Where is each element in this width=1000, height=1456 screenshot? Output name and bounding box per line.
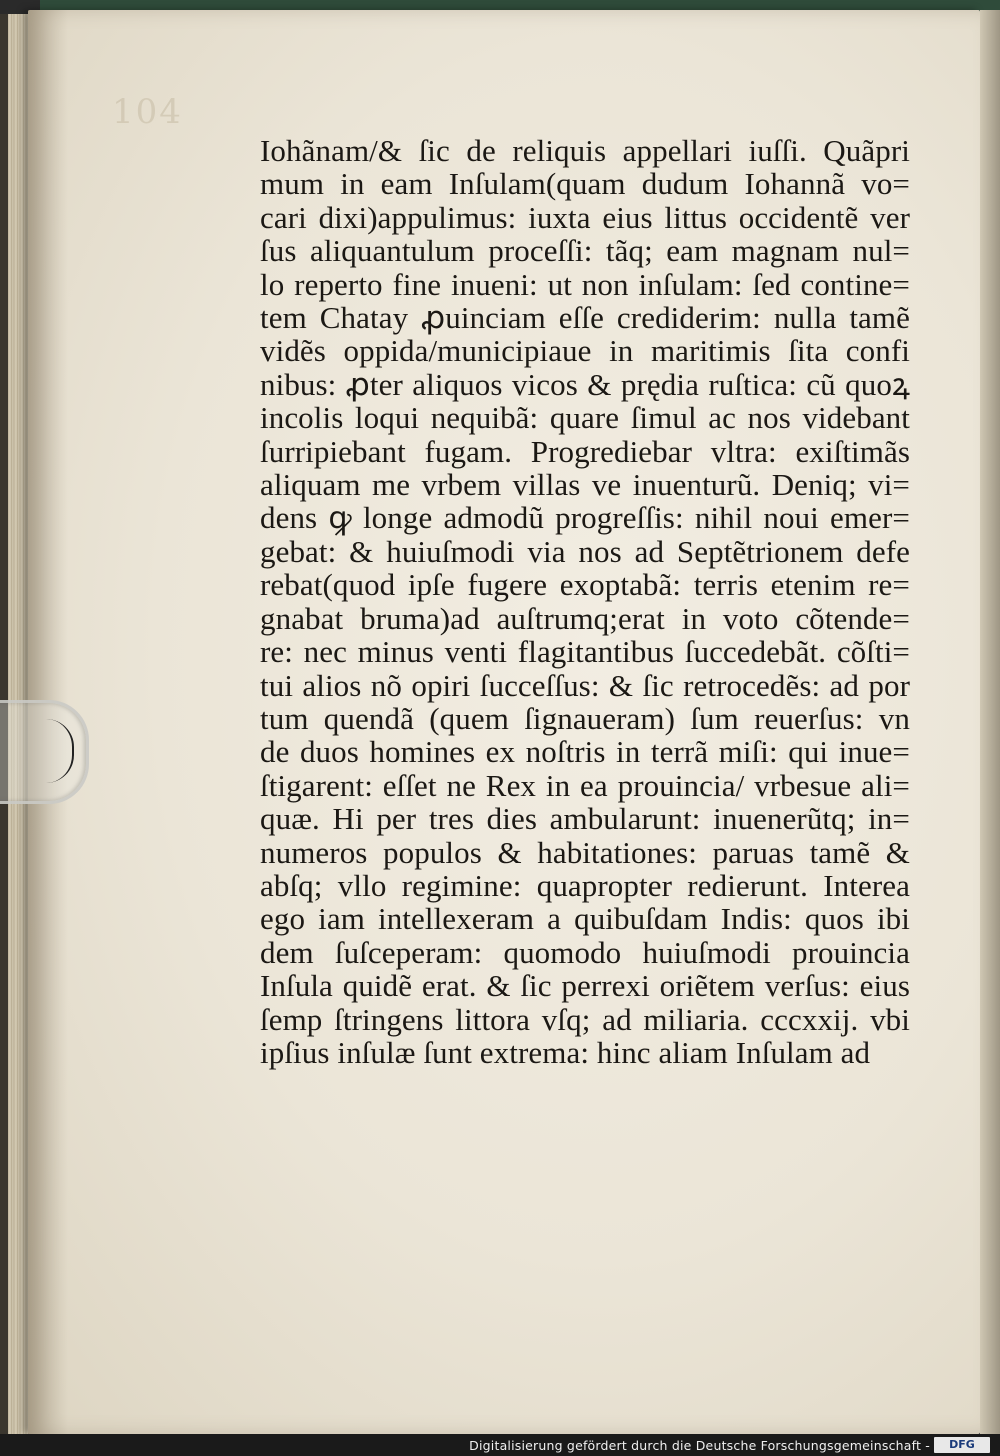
text-line-22: numeros populos & habitationes: paruas tamẽ & [260, 834, 910, 870]
text-line-12: dens ꝙ longe admodũ progreſſis: nihil noui emer= [260, 500, 910, 536]
footer-credit: Digitalisierung gefördert durch die Deutsche Forschungsgemeinschaft - [469, 1438, 930, 1453]
text-line-16: re: nec minus venti flagitantibus ſuccedebãt. cõſti= [260, 634, 910, 670]
text-line-10: ſurripiebant fugam. Progrediebar vltra: exiſtimãs [260, 433, 910, 469]
page-clip [0, 700, 89, 804]
text-line-6: tem Chatay ꝓuinciam eſſe crediderim: nulla tamẽ [260, 300, 910, 336]
text-line-15: gnabat bruma)ad auſtrumq;erat in voto cõtende= [260, 600, 910, 636]
text-line-2: mum in eam Inſulam(quam dudum Iohannã vo= [260, 166, 910, 202]
text-line-28: ipſius inſulæ ſunt extrema: hinc aliam Inſulam ad [260, 1034, 871, 1070]
text-line-11: aliquam me vrbem villas ve inuenturũ. Deniq; vi= [260, 467, 910, 503]
text-block [260, 134, 910, 1069]
text-line-26: Inſula quidẽ erat. & ſic perrexi oriẽtem verſus: eius [260, 968, 910, 1004]
text-line-9: incolis loqui nequibã: quare ſimul ac nos videbant [260, 400, 910, 436]
page-right-edge [980, 10, 1000, 1434]
text-line-14: rebat(quod ipſe fugere exoptabã: terris etenim re= [260, 567, 910, 603]
text-line-17: tui alios nõ opiri ſucceſſus: & ſic retrocedẽs: ad por [260, 667, 910, 703]
text-line-13: gebat: & huiuſmodi via nos ad Septẽtrionem defe [260, 533, 910, 569]
footer-banner [0, 1434, 1000, 1456]
dfg-logo-icon: DFG [934, 1437, 990, 1453]
text-line-23: abſq; vllo regimine: quapropter redierunt. Interea [260, 867, 910, 903]
text-line-5: lo reperto fine inueni: ut non inſulam: ſed contine= [260, 266, 910, 302]
text-line-20: ſtigarent: eſſet ne Rex in ea prouincia/ vrbesue ali= [260, 767, 910, 803]
text-line-27: ſemp ſtringens littora vſq; ad miliaria. cccxxij. vbi [260, 1001, 910, 1037]
text-line-25: dem ſuſceperam: quomodo huiuſmodi prouincia [260, 934, 910, 970]
text-line-7: vidẽs oppida/municipiaue in maritimis ſita confi [260, 333, 910, 369]
text-line-8: nibus: ꝓter aliquos vicos & prędia ruſtica: cũ quoꝝ [260, 366, 910, 402]
text-line-24: ego iam intellexeram a quibuſdam Indis: quos ibi [260, 901, 910, 937]
book-page [28, 10, 980, 1434]
text-line-1: Iohãnam/& ſic de reliquis appellari iuſſi. Quãpri [260, 133, 910, 168]
clip-bracket-icon [46, 719, 74, 783]
text-line-4: ſus aliquantulum proceſſi: tãq; eam magnam nul= [260, 233, 910, 269]
text-line-3: cari dixi)appulimus: iuxta eius littus occidentẽ ver [260, 199, 910, 235]
text-line-18: tum quendã (quem ſignaueram) ſum reuerſus: vn [260, 700, 910, 736]
text-line-21: quæ. Hi per tres dies ambularunt: inuenerũtq; in= [260, 801, 910, 837]
faint-page-number: 104 [112, 92, 183, 132]
text-line-19: de duos homines ex noſtris in terrã miſi: qui inue= [260, 734, 910, 770]
